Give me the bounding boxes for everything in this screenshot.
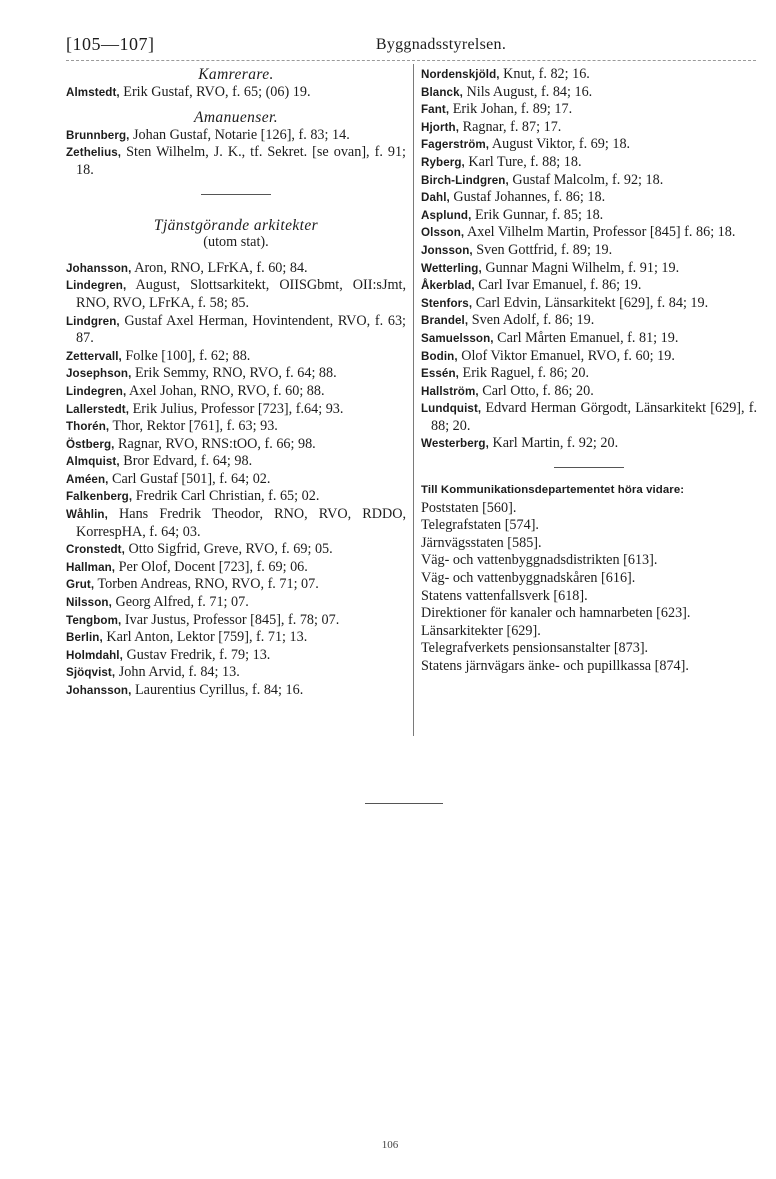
entry-details: Ragnar, f. 87; 17. (462, 118, 562, 135)
entry-surname: Thorén, (66, 420, 110, 434)
directory-entry (66, 383, 406, 401)
page-number: 106 (381, 1139, 399, 1151)
directory-entry (421, 207, 757, 225)
entry-details: Erik Raguel, f. 86; 20. (462, 365, 590, 382)
entry-surname: Bodin, (421, 349, 458, 363)
entry-details: Erik Julius, Professor [723], f.64; 93. (132, 400, 344, 417)
directory-entry (421, 84, 757, 102)
department-item: Telegrafstaten [574]. (421, 517, 539, 534)
entry-details: Carl Edvin, Länsarkitekt [629], f. 84; 19. (475, 294, 709, 311)
entry-surname: Lundquist, (421, 402, 482, 416)
directory-entry (66, 453, 406, 471)
directory-entry (66, 313, 406, 348)
entry-surname: Brunnberg, (66, 128, 130, 142)
entry-details: Axel Johan, RNO, RVO, f. 60; 88. (129, 382, 325, 399)
directory-entry (66, 277, 406, 312)
entry-details: Bror Edvard, f. 64; 98. (123, 453, 253, 470)
entry-surname: Berlin, (66, 631, 103, 645)
entry-details: August Viktor, f. 69; 18. (491, 136, 631, 153)
entry-surname: Almquist, (66, 455, 120, 469)
directory-entry (421, 330, 757, 348)
entry-details: Erik Gustaf, RVO, f. 65; (06) 19. (123, 83, 311, 100)
directory-entry (421, 154, 757, 172)
entry-surname: Wåhlin, (66, 508, 108, 522)
entry-surname: Zethelius, (66, 146, 122, 160)
entry-details: Olof Viktor Emanuel, RVO, f. 60; 19. (461, 347, 675, 364)
entry-surname: Asplund, (421, 208, 472, 222)
directory-entry (66, 401, 406, 419)
entry-surname: Cronstedt, (66, 543, 125, 557)
department-item: Länsarkitekter [629]. (421, 622, 541, 639)
page-header (66, 34, 756, 60)
entry-details: Gustaf Axel Herman, Hovintendent, RVO, f. 63; 87. (76, 312, 406, 347)
entry-details: Laurentius Cyrillus, f. 84; 16. (134, 682, 304, 698)
directory-entry (66, 260, 406, 278)
entry-surname: Holmdahl, (66, 648, 123, 662)
department-item: Järnvägsstaten [585]. (421, 534, 542, 551)
entry-surname: Ryberg, (421, 155, 465, 169)
entry-surname: Nordenskjöld, (421, 68, 500, 81)
entry-details: Nils August, f. 84; 16. (466, 83, 593, 100)
entry-surname: Lallerstedt, (66, 402, 130, 416)
bottom-divider (365, 803, 443, 804)
entry-surname: Åkerblad, (421, 279, 475, 293)
entry-details: Aron, RNO, LFrKA, f. 60; 84. (134, 259, 308, 276)
entry-surname: Brandel, (421, 314, 469, 328)
entry-surname: Johansson, (66, 261, 132, 275)
entry-list-right (421, 66, 757, 453)
directory-entry (66, 629, 406, 647)
directory-entry (421, 383, 757, 401)
directory-entry (421, 400, 757, 435)
directory-entry (421, 224, 757, 242)
directory-entry (66, 84, 406, 102)
entry-details: Torben Andreas, RNO, RVO, f. 71; 07. (97, 576, 319, 593)
department-item: Poststaten [560]. (421, 499, 517, 516)
directory-entry (66, 576, 406, 594)
directory-entry (421, 348, 757, 366)
entry-details: Karl Ture, f. 88; 18. (468, 153, 582, 170)
department-list (421, 500, 757, 676)
directory-entry (421, 365, 757, 383)
entry-details: Ragnar, RVO, RNS:tOO, f. 66; 98. (118, 435, 316, 452)
directory-entry (421, 242, 757, 260)
section-heading-amanuenser: Amanuenser. (193, 109, 279, 127)
entry-details: Johan Gustaf, Notarie [126], f. 83; 14. (133, 126, 350, 143)
entry-details: Carl Otto, f. 86; 20. (482, 382, 594, 399)
directory-entry (66, 418, 406, 436)
right-column (421, 66, 757, 676)
entry-details: Carl Ivar Emanuel, f. 86; 19. (478, 277, 642, 294)
directory-entry (66, 144, 406, 179)
entry-details: August, Slottsarkitekt, OIISGbmt, OII:sJmt, RNO, RVO, LFrKA, f. 58; 85. (76, 277, 406, 311)
entry-details: Gustaf Johannes, f. 86; 18. (453, 189, 606, 206)
directory-entry (66, 541, 406, 559)
entry-surname: Grut, (66, 578, 95, 592)
entry-surname: Stenfors, (421, 296, 473, 310)
department-item: Väg- och vattenbyggnadsdistrikten [613]. (421, 552, 658, 569)
entry-surname: Falkenberg, (66, 490, 133, 504)
directory-entry (66, 506, 406, 541)
entry-details: Fredrik Carl Christian, f. 65; 02. (135, 488, 320, 505)
department-item: Statens vattenfallsverk [618]. (421, 587, 588, 604)
entry-details: Carl Gustaf [501], f. 64; 02. (112, 470, 271, 487)
entry-details: Sven Adolf, f. 86; 19. (471, 312, 595, 329)
entry-surname: Josephson, (66, 367, 132, 381)
directory-entry (66, 436, 406, 454)
entry-surname: Hallman, (66, 560, 116, 574)
entry-surname: Essén, (421, 367, 459, 381)
entry-surname: Hallström, (421, 384, 479, 398)
entry-surname: Wetterling, (421, 261, 482, 275)
entry-surname: Birch-Lindgren, (421, 173, 509, 187)
header-rule (66, 60, 756, 61)
entry-surname: Nilsson, (66, 596, 112, 610)
entry-details: Hans Fredrik Theodor, RNO, RVO, RDDO, KorrespHA, f. 64; 03. (76, 506, 406, 540)
entry-surname: Lindegren, (66, 279, 127, 293)
entry-surname: Johansson, (66, 684, 132, 697)
entry-surname: Hjorth, (421, 120, 460, 134)
department-title: Till Kommunikationsdepartementet höra vidare: (421, 484, 685, 497)
entry-list-kamrerare (66, 84, 406, 102)
entry-details: Folke [100], f. 62; 88. (125, 347, 251, 364)
entry-details: Gustaf Malcolm, f. 92; 18. (512, 171, 664, 188)
entry-surname: Fagerström, (421, 138, 490, 152)
directory-entry (421, 435, 757, 453)
entry-surname: Östberg, (66, 437, 115, 451)
entry-details: Gustav Fredrik, f. 79; 13. (126, 646, 271, 663)
entry-surname: Blanck, (421, 85, 463, 99)
directory-entry (66, 127, 406, 145)
entry-details: Edvard Herman Görgodt, Länsarkitekt [629], f. 88; 20. (431, 400, 758, 434)
entry-details: Gunnar Magni Wilhelm, f. 91; 19. (485, 259, 680, 276)
entry-surname: Tengbom, (66, 613, 122, 627)
department-item: Direktioner för kanaler och hamnarbeten [623]. (421, 605, 691, 622)
directory-entry (421, 172, 757, 190)
entry-surname: Jonsson, (421, 243, 473, 257)
left-column (66, 66, 406, 700)
entry-details: Sven Gottfrid, f. 89; 19. (476, 241, 613, 258)
entry-surname: Dahl, (421, 191, 450, 205)
directory-entry (66, 559, 406, 577)
directory-entry (421, 260, 757, 278)
entry-details: Carl Mårten Emanuel, f. 81; 19. (497, 329, 679, 346)
directory-entry (66, 348, 406, 366)
entry-list-arkitekter (66, 260, 406, 700)
entry-details: Knut, f. 82; 16. (503, 66, 590, 82)
entry-surname: Améen, (66, 472, 109, 486)
directory-entry (421, 101, 757, 119)
directory-entry (66, 682, 406, 700)
entry-surname: Olsson, (421, 226, 465, 240)
entry-details: Otto Sigfrid, Greve, RVO, f. 69; 05. (128, 541, 333, 558)
entry-list-amanuenser (66, 127, 406, 180)
entry-details: Sten Wilhelm, J. K., tf. Sekret. [se ovan], f. 91; 18. (76, 144, 407, 178)
department-item: Väg- och vattenbyggnadskåren [616]. (421, 570, 636, 587)
directory-entry (421, 189, 757, 207)
directory-entry (66, 612, 406, 630)
entry-details: Erik Semmy, RNO, RVO, f. 64; 88. (134, 365, 337, 382)
directory-entry (66, 365, 406, 383)
entry-details: Ivar Justus, Professor [845], f. 78; 07. (124, 611, 340, 628)
running-title: Byggnadsstyrelsen. (375, 36, 507, 53)
entry-details: Axel Vilhelm Martin, Professor [845] f. 86; 18. (467, 224, 736, 241)
directory-entry (66, 488, 406, 506)
section-heading-arkitekter: Tjänstgörande arkitekter (153, 216, 319, 234)
entry-details: John Arvid, f. 84; 13. (118, 664, 240, 681)
department-item: Telegrafverkets pensionsanstalter [873]. (421, 640, 649, 657)
directory-entry (421, 136, 757, 154)
directory-entry (66, 664, 406, 682)
entry-surname: Zettervall, (66, 349, 122, 363)
directory-entry (421, 312, 757, 330)
entry-details: Karl Anton, Lektor [759], f. 71; 13. (106, 629, 308, 646)
directory-entry (421, 119, 757, 137)
directory-entry (66, 647, 406, 665)
directory-entry (421, 66, 757, 84)
section-subheading-arkitekter: (utom stat). (203, 234, 269, 251)
page-range: [105—107] (66, 34, 155, 54)
section-heading-kamrerare: Kamrerare. (198, 66, 274, 83)
entry-details: Thor, Rektor [761], f. 63; 93. (112, 418, 278, 435)
entry-surname: Lindgren, (66, 314, 120, 328)
entry-surname: Fant, (421, 103, 450, 117)
entry-surname: Westerberg, (421, 437, 489, 451)
entry-surname: Sjöqvist, (66, 666, 116, 680)
directory-entry (421, 277, 757, 295)
entry-details: Erik Gunnar, f. 85; 18. (474, 206, 604, 223)
entry-details: Georg Alfred, f. 71; 07. (115, 594, 249, 611)
column-divider (413, 64, 414, 736)
entry-surname: Almstedt, (66, 85, 120, 99)
entry-surname: Samuelsson, (421, 331, 494, 345)
entry-details: Karl Martin, f. 92; 20. (492, 435, 619, 452)
directory-entry (421, 295, 757, 313)
directory-entry (66, 594, 406, 612)
entry-details: Erik Johan, f. 89; 17. (452, 101, 573, 118)
department-item: Statens järnvägars änke- och pupillkassa [874]. (421, 658, 689, 674)
directory-entry (66, 471, 406, 489)
entry-surname: Lindegren, (66, 384, 127, 398)
entry-details: Per Olof, Docent [723], f. 69; 06. (118, 558, 308, 575)
